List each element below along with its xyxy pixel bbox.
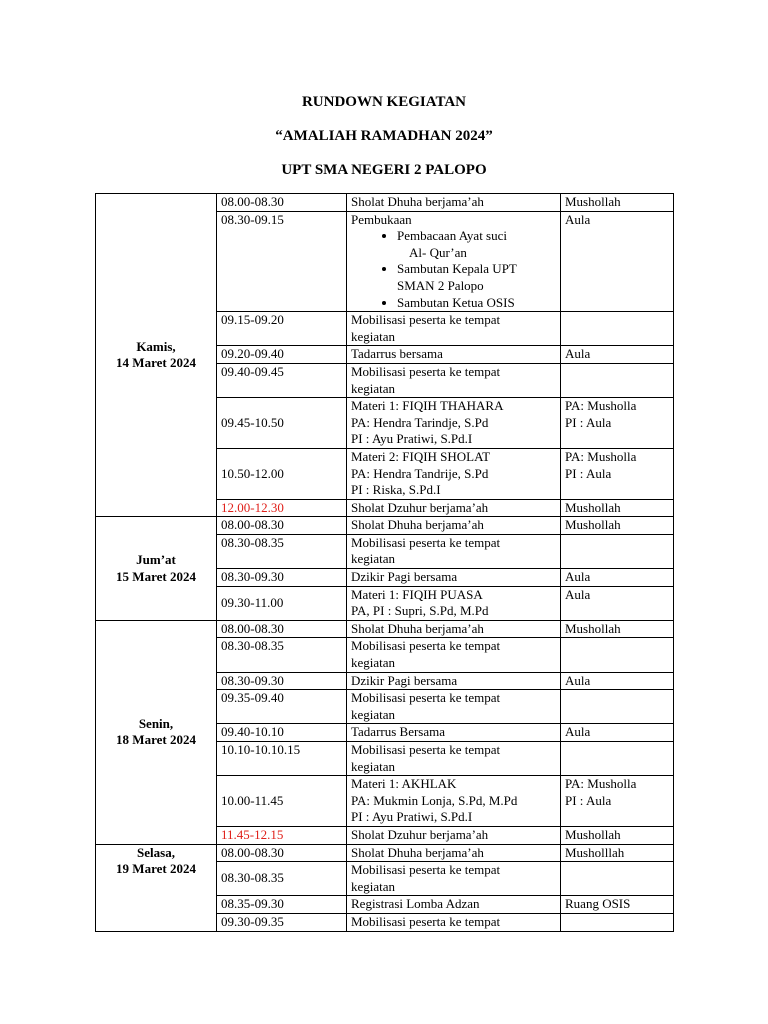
activity-cell <box>347 690 561 724</box>
time-cell: 09.45-10.50 <box>217 398 347 449</box>
activity-line: Mobilisasi peserta ke tempat <box>351 862 501 878</box>
place-line: PI : Aula <box>565 414 612 430</box>
activity-line: PA: Mukmin Lonja, S.Pd, M.Pd <box>351 792 518 808</box>
activity-cell <box>347 448 561 499</box>
activity-line: kegiatan <box>351 878 396 894</box>
activity-cell <box>347 211 561 312</box>
document-title: RUNDOWN KEGIATAN <box>301 94 467 110</box>
activity-cell <box>347 638 561 672</box>
activity-line: kegiatan <box>351 380 396 396</box>
activity-cell: Tadarrus Bersama <box>347 724 561 742</box>
time-cell: 09.30-09.35 <box>217 913 347 931</box>
place-cell: Mushollah <box>561 620 674 638</box>
place-cell: Aula <box>561 724 674 742</box>
time-cell: 08.30-08.35 <box>217 638 347 672</box>
activity-cell <box>347 534 561 568</box>
activity-cell <box>347 586 561 620</box>
activity-cell: Sholat Dhuha berjama’ah <box>347 517 561 535</box>
place-line: PA: Musholla <box>565 448 637 464</box>
place-cell <box>561 862 674 896</box>
activity-cell: Sholat Dzuhur berjama’ah <box>347 499 561 517</box>
place-cell: Musholllah <box>561 844 674 862</box>
school-name: UPT SMA NEGERI 2 PALOPO <box>281 162 487 178</box>
activity-line: kegiatan <box>351 328 396 344</box>
time-cell: 09.40-09.45 <box>217 363 347 397</box>
place-line: PA: Musholla <box>565 776 637 792</box>
activity-cell: Sholat Dhuha berjama’ah <box>347 620 561 638</box>
time-cell: 08.30-09.30 <box>217 569 347 587</box>
activity-cell: Mobilisasi peserta ke tempat <box>347 913 561 931</box>
time-cell: 08.30-08.35 <box>217 534 347 568</box>
time-cell: 08.35-09.30 <box>217 896 347 914</box>
place-line: PA: Musholla <box>565 398 637 414</box>
activity-cell <box>347 862 561 896</box>
day-name: Kamis, <box>136 338 176 354</box>
activity-line: Materi 1: FIQIH PUASA <box>351 586 483 602</box>
activity-cell: Dzikir Pagi bersama <box>347 569 561 587</box>
activity-line: kegiatan <box>351 706 396 722</box>
time-cell: 08.30-09.30 <box>217 672 347 690</box>
activity-line: Mobilisasi peserta ke tempat <box>351 534 501 550</box>
place-cell <box>561 913 674 931</box>
time-cell: 08.00-08.30 <box>217 620 347 638</box>
activity-cell: Registrasi Lomba Adzan <box>347 896 561 914</box>
list-item <box>397 295 556 312</box>
opening-agenda-list <box>351 228 556 311</box>
list-item <box>397 228 556 261</box>
place-cell <box>561 776 674 827</box>
time-cell: 12.00-12.30 <box>217 499 347 517</box>
activity-cell <box>347 398 561 449</box>
place-cell: Aula <box>561 586 674 620</box>
activity-line: Materi 1: FIQIH THAHARA <box>351 398 504 414</box>
activity-line: PI : Ayu Pratiwi, S.Pd.I <box>351 431 473 447</box>
place-cell <box>561 690 674 724</box>
activity-cell: Sholat Dhuha berjama’ah <box>347 844 561 862</box>
list-item-text: • Sambutan Kepala UPT <box>397 261 517 277</box>
day-name: Selasa, <box>137 844 175 860</box>
time-cell: 11.45-12.15 <box>217 826 347 844</box>
time-cell: 10.10-10.10.15 <box>217 742 347 776</box>
activity-line: Mobilisasi peserta ke tempat <box>351 638 501 654</box>
day-date: 15 Maret 2024 <box>116 568 196 584</box>
list-item-text: • Pembacaan Ayat suci <box>397 228 507 244</box>
time-cell: 08.00-08.30 <box>217 517 347 535</box>
place-cell <box>561 448 674 499</box>
place-cell <box>561 363 674 397</box>
time-cell: 09.30-11.00 <box>217 586 347 620</box>
activity-line: PA, PI : Supri, S.Pd, M.Pd <box>351 603 489 619</box>
activity-line: PI : Ayu Pratiwi, S.Pd.I <box>351 809 473 825</box>
time-cell: 08.00-08.30 <box>217 844 347 862</box>
activity-line: Mobilisasi peserta ke tempat <box>351 742 501 757</box>
day-name: Senin, <box>138 715 174 731</box>
time-cell: 08.00-08.30 <box>217 194 347 212</box>
day-date: 18 Maret 2024 <box>116 732 196 748</box>
time-cell: 08.30-09.15 <box>217 211 347 312</box>
day-cell <box>96 517 217 621</box>
activity-cell: Sholat Dzuhur berjama’ah <box>347 826 561 844</box>
place-cell: Mushollah <box>561 194 674 212</box>
place-cell <box>561 742 674 776</box>
place-cell <box>561 638 674 672</box>
place-cell <box>561 312 674 346</box>
rundown-table <box>95 193 674 932</box>
place-line: PI : Aula <box>565 792 612 808</box>
place-cell: Mushollah <box>561 499 674 517</box>
activity-line: PA: Hendra Tarindje, S.Pd <box>351 414 489 430</box>
activity-cell <box>347 363 561 397</box>
activity-line: Mobilisasi peserta ke tempat <box>351 363 501 379</box>
activity-cell <box>347 776 561 827</box>
day-cell <box>96 844 217 931</box>
table-row <box>96 517 674 535</box>
time-cell: 08.30-08.35 <box>217 862 347 896</box>
activity-title: Pembukaan <box>351 211 412 227</box>
place-cell <box>561 534 674 568</box>
activity-cell: Sholat Dhuha berjama’ah <box>347 194 561 212</box>
place-cell: Mushollah <box>561 517 674 535</box>
list-item-text: SMAN 2 Palopo <box>397 277 484 293</box>
time-cell: 09.35-09.40 <box>217 690 347 724</box>
activity-line: PA: Hendra Tandrije, S.Pd <box>351 465 489 481</box>
activity-line: kegiatan <box>351 758 396 774</box>
activity-line: Materi 2: FIQIH SHOLAT <box>351 448 491 464</box>
day-cell <box>96 194 217 517</box>
time-cell: 09.20-09.40 <box>217 346 347 364</box>
activity-cell: Tadarrus bersama <box>347 346 561 364</box>
activity-cell <box>347 742 561 776</box>
day-name: Jum’at <box>136 551 176 567</box>
table-row <box>96 620 674 638</box>
place-cell: Aula <box>561 569 674 587</box>
place-cell <box>561 398 674 449</box>
place-line: PI : Aula <box>565 465 612 481</box>
time-cell: 09.15-09.20 <box>217 312 347 346</box>
place-cell: Aula <box>561 211 674 312</box>
activity-cell: Dzikir Pagi bersama <box>347 672 561 690</box>
activity-line: PI : Riska, S.Pd.I <box>351 482 441 498</box>
table-row <box>96 844 674 862</box>
place-cell: Aula <box>561 346 674 364</box>
day-date: 19 Maret 2024 <box>116 861 196 877</box>
day-date: 14 Maret 2024 <box>116 355 196 371</box>
place-cell: Mushollah <box>561 826 674 844</box>
activity-line: kegiatan <box>351 655 396 671</box>
activity-line: Mobilisasi peserta ke tempat <box>351 690 501 706</box>
activity-line: Mobilisasi peserta ke tempat <box>351 312 501 328</box>
activity-cell <box>347 312 561 346</box>
list-item <box>397 261 556 294</box>
day-cell <box>96 620 217 844</box>
event-title: “AMALIAH RAMADHAN 2024” <box>275 128 493 144</box>
activity-line: kegiatan <box>351 551 396 567</box>
list-item-text: Al- Qur’an <box>409 244 467 260</box>
time-cell: 10.50-12.00 <box>217 448 347 499</box>
list-item-text: • Sambutan Ketua OSIS <box>397 294 515 310</box>
place-cell: Ruang OSIS <box>561 896 674 914</box>
activity-line: Materi 1: AKHLAK <box>351 776 457 792</box>
table-row <box>96 194 674 212</box>
time-cell: 09.40-10.10 <box>217 724 347 742</box>
time-cell: 10.00-11.45 <box>217 776 347 827</box>
place-cell: Aula <box>561 672 674 690</box>
